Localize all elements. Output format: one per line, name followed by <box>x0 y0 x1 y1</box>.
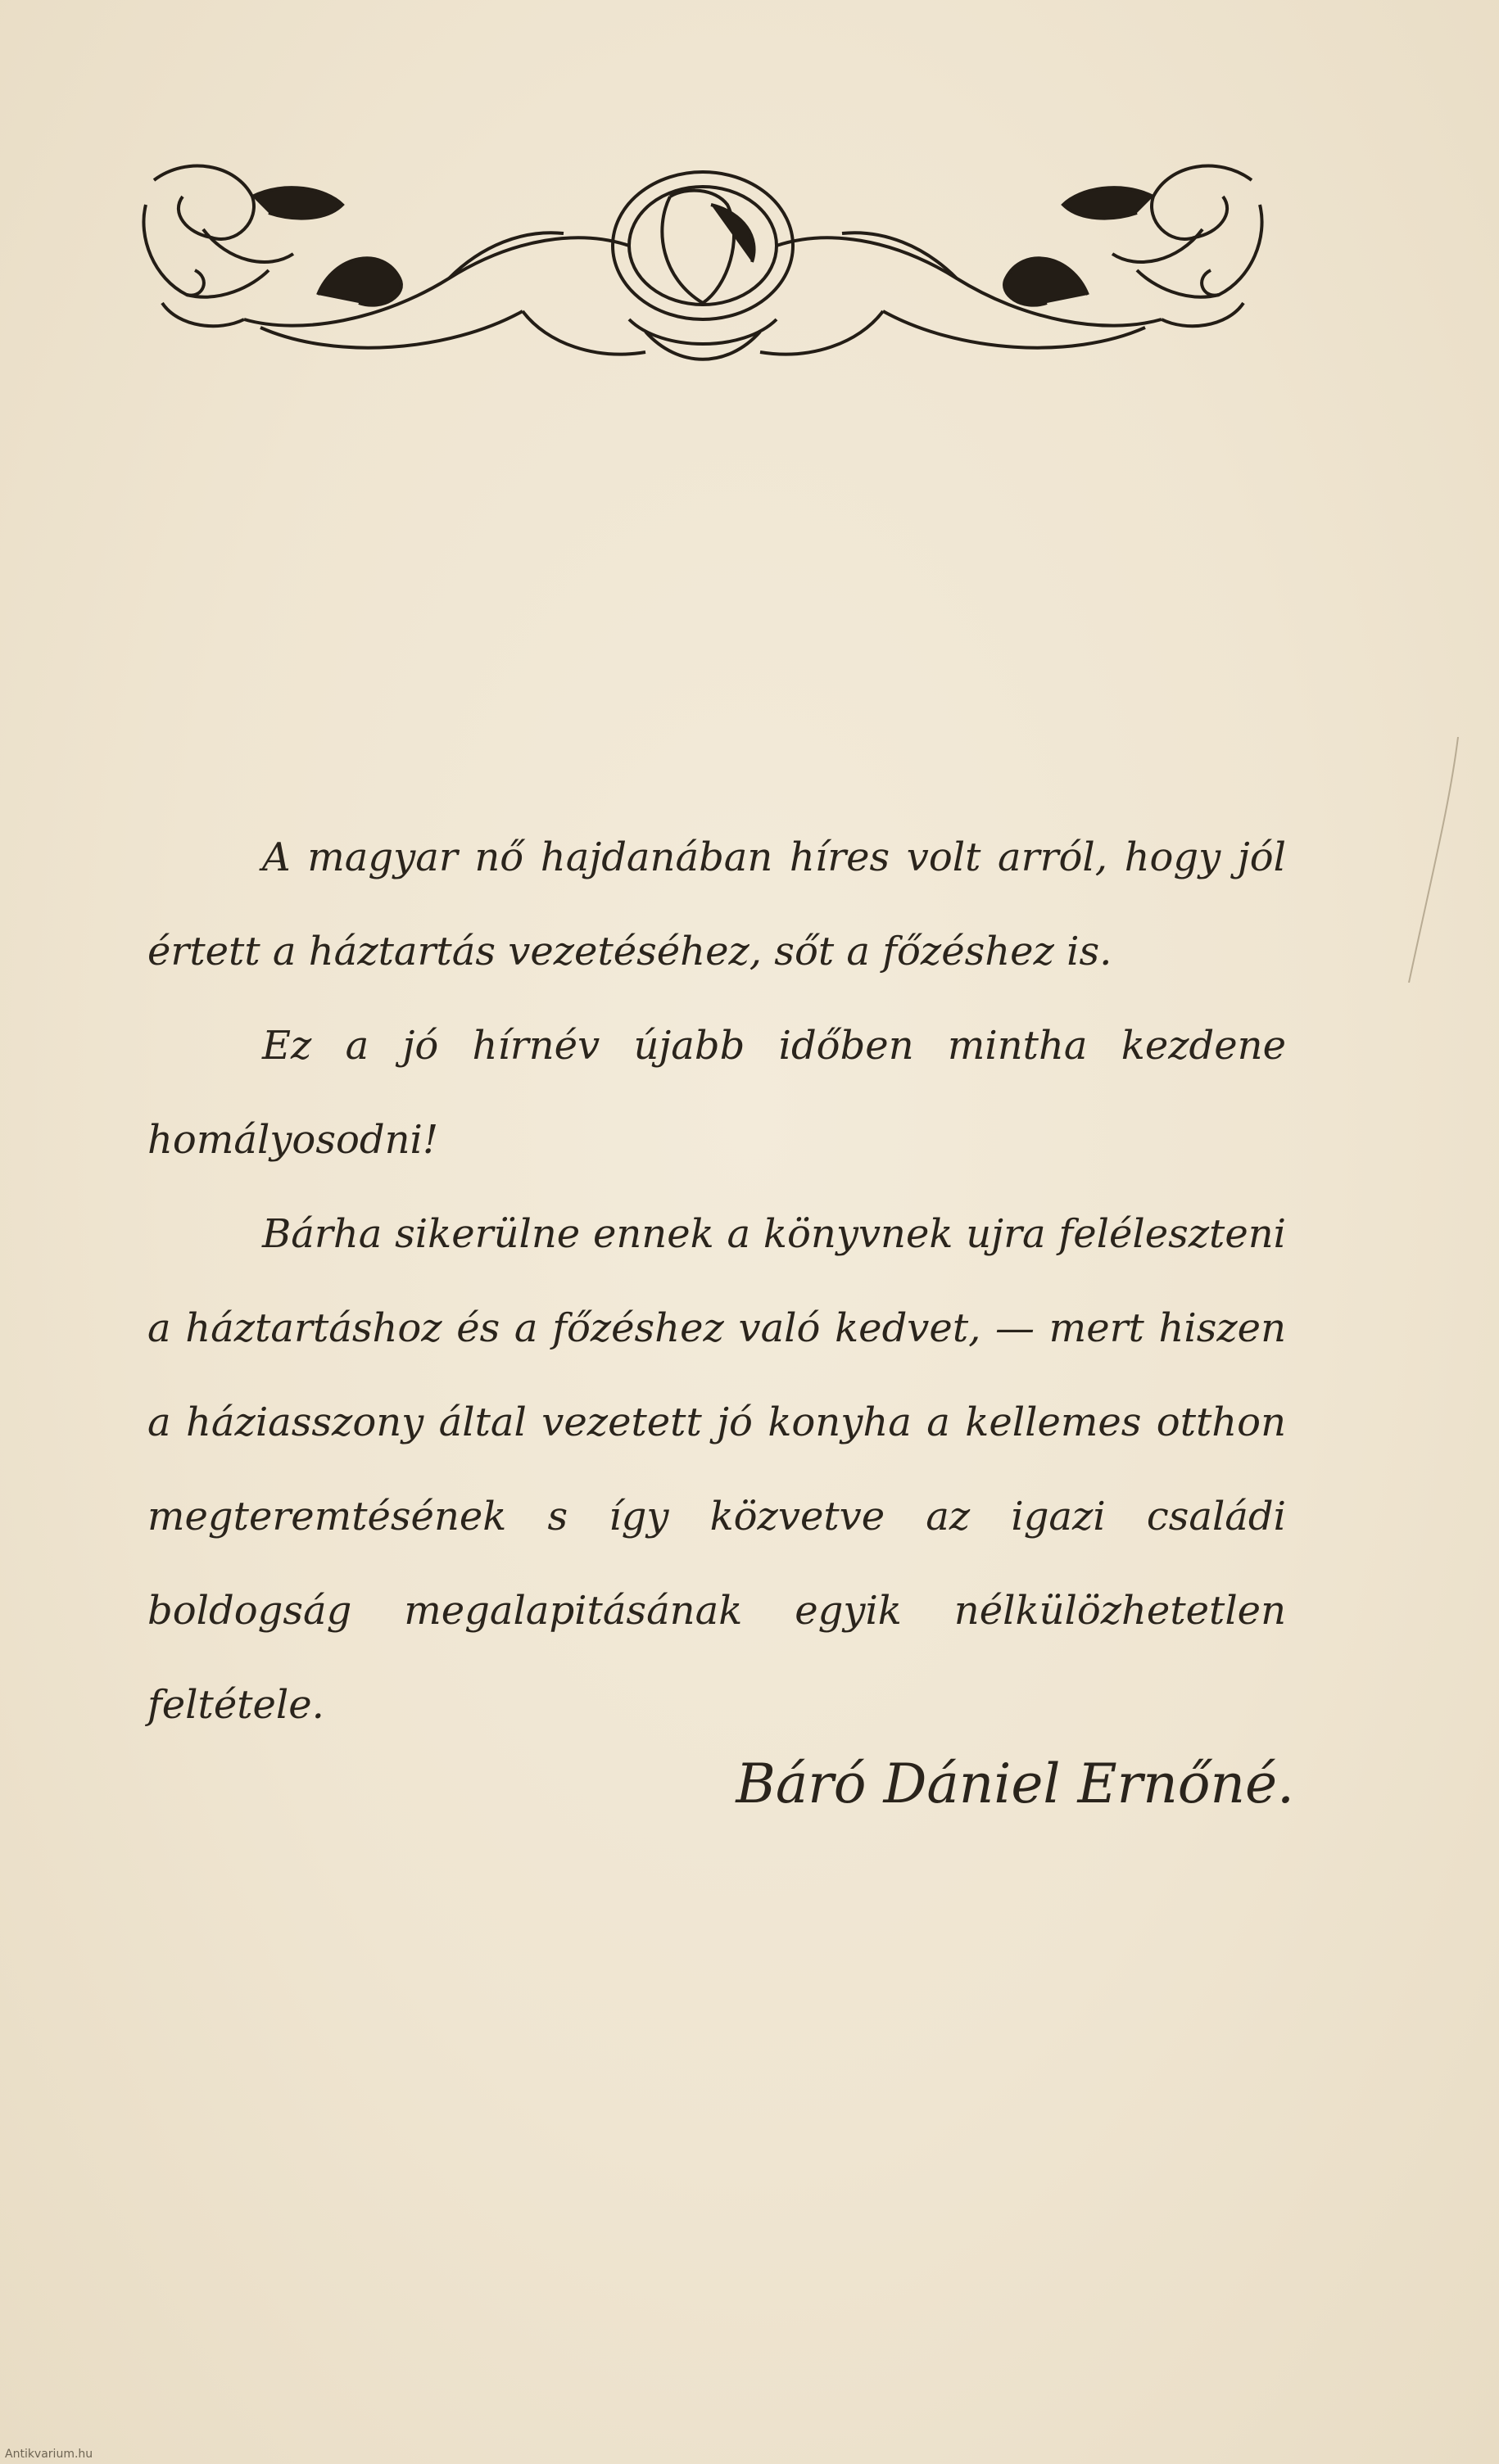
art-nouveau-header-ornament <box>138 156 1268 377</box>
paragraph-1: A magyar nő hajdanában híres volt arról, hogy jól értett a háztartás vezetéséhez, sőt a főzéshez is. <box>147 834 1286 974</box>
preface-text <box>147 811 1286 1752</box>
paragraph-2: Ez a jó hírnév újabb időben mintha kezdene homályosodni! <box>147 1023 1286 1163</box>
left-scroll-ornament <box>244 233 645 354</box>
paragraph-3: Bárha sikerülne ennek a könyvnek ujra feléleszteni a háztartáshoz és a főzéshez való kedvet, — mert hiszen a háziasszony által vezetett jó konyha a kellemes otthon megteremtésének s így közvetve az igazi családi boldogság megalapitásának egyik nélkülözhetetlen feltétele. <box>147 1211 1286 1728</box>
central-portrait-medallion <box>613 172 793 359</box>
author-signature: Báró Dániel Ernőné. <box>736 1752 1294 1815</box>
right-scroll-ornament <box>760 233 1162 354</box>
left-flower-ornament <box>143 166 342 327</box>
page-edge-mark <box>1401 737 1466 983</box>
watermark-text: Antikvarium.hu <box>5 2448 93 2461</box>
right-flower-ornament <box>1063 166 1262 327</box>
